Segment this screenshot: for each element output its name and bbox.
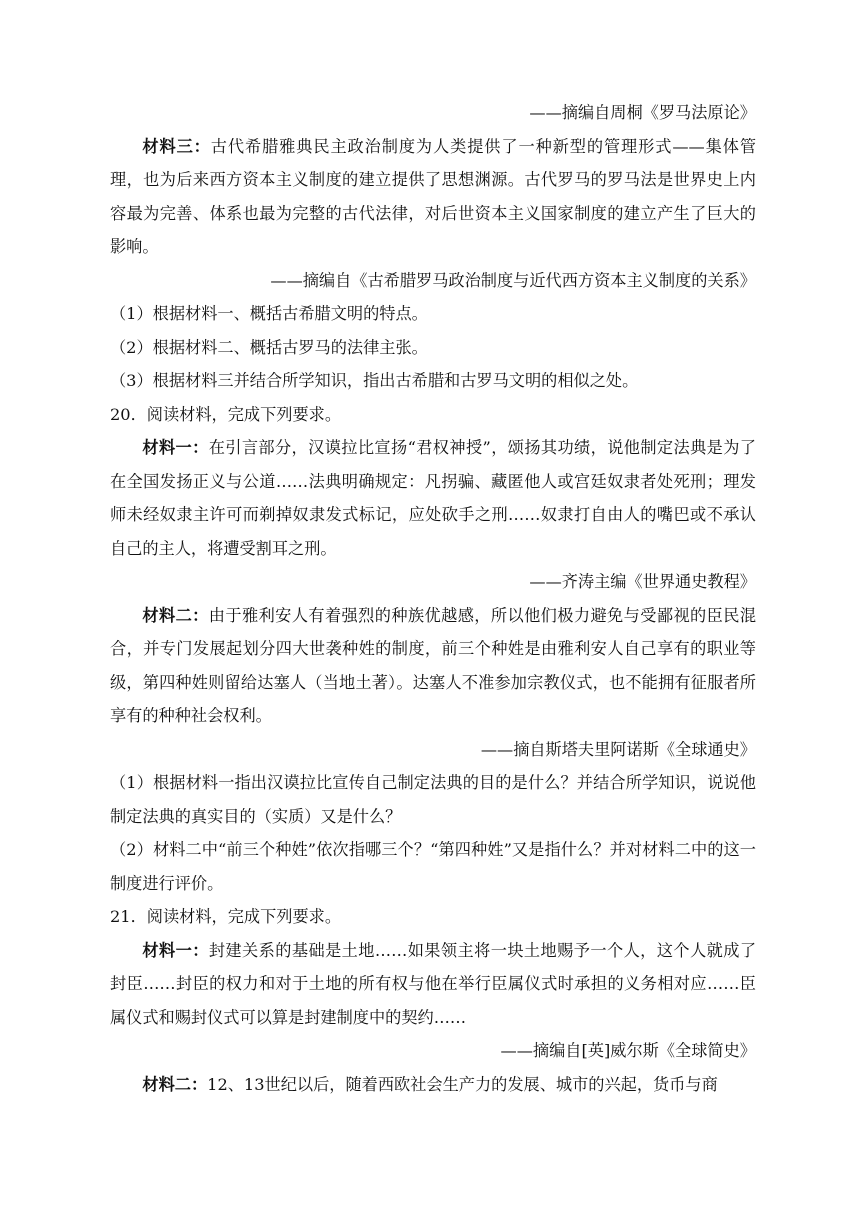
question-item: （2）材料二中“前三个种姓”依次指哪三个？“第四种姓”又是指什么？并对材料二中的这一制度进行评价。 bbox=[110, 840, 756, 893]
source-citation: ——摘编自《古希腊罗马政治制度与近代西方资本主义制度的关系》 bbox=[270, 270, 756, 290]
material-text: 在引言部分，汉谟拉比宣扬“君权神授”，颂扬其功绩，说他制定法典是为了在全国发扬正义与公道……法典明确规定：凡拐骗、藏匿他人或宫廷奴隶者处死刑；理发师未经奴隶主许可而剃掉奴隶发式标记，应处砍手之刑……奴隶打自由人的嘴巴或不承认自己的主人，将遭受割耳之刑。 bbox=[110, 438, 756, 558]
material-text: 12、13世纪以后，随着西欧社会生产力的发展、城市的兴起，货币与商 bbox=[207, 1074, 718, 1094]
question-item: （1）根据材料一、概括古希腊文明的特点。 bbox=[110, 304, 428, 323]
material-label: 材料一： bbox=[142, 940, 209, 960]
material-paragraph bbox=[110, 599, 756, 733]
material-paragraph bbox=[110, 431, 756, 565]
source-citation: ——摘编自周桐《罗马法原论》 bbox=[529, 103, 756, 122]
source-citation: ——摘自斯塔夫里阿诺斯《全球通史》 bbox=[480, 739, 756, 759]
question-number: 21．阅读材料，完成下列要求。 bbox=[110, 907, 342, 926]
question-number: 20．阅读材料，完成下列要求。 bbox=[110, 404, 342, 424]
material-label: 材料一： bbox=[142, 438, 209, 457]
material-paragraph bbox=[110, 934, 756, 1035]
question-item: （2）根据材料二、概括古罗马的法律主张。 bbox=[110, 337, 428, 357]
material-text: 封建关系的基础是土地……如果领主将一块土地赐予一个人，这个人就成了封臣……封臣的权力和对于土地的所有权与他在举行臣属仪式时承担的义务相对应……臣属仪式和赐封仪式可以算是封建制度中的契约…… bbox=[110, 940, 757, 1027]
question-item: （1）根据材料一指出汉谟拉比宣传自己制定法典的目的是什么？并结合所学知识，说说他制定法典的真实目的（实质）又是什么？ bbox=[110, 773, 756, 826]
material-label: 材料三： bbox=[142, 136, 211, 156]
material-paragraph bbox=[110, 1068, 756, 1102]
material-text: 由于雅利安人有着强烈的种族优越感，所以他们极力避免与受鄙视的臣民混合，并专门发展起划分四大世袭种姓的制度，前三个种姓是由雅利安人自己享有的职业等级，第四种姓则留给达塞人（当地土著）。达塞人不准参加宗教仪式，也不能拥有征服者所享有的种种社会权利。 bbox=[110, 605, 757, 725]
document-page bbox=[110, 96, 756, 1101]
question-item: （3）根据材料三并结合所学知识，指出古希腊和古罗马文明的相似之处。 bbox=[110, 371, 639, 390]
material-label: 材料二： bbox=[142, 605, 209, 625]
material-text: 古代希腊雅典民主政治制度为人类提供了一种新型的管理形式——集体管理，也为后来西方资本主义制度的建立提供了思想渊源。古代罗马的罗马法是世界史上内容最为完善、体系也最为完整的古代法律，对后世资本主义国家制度的建立产生了巨大的影响。 bbox=[110, 136, 757, 256]
material-paragraph bbox=[110, 130, 756, 264]
source-citation: ——摘编自[英]威尔斯《全球简史》 bbox=[500, 1041, 756, 1060]
material-label: 材料二： bbox=[142, 1074, 208, 1094]
source-citation: ——齐涛主编《世界通史教程》 bbox=[529, 572, 756, 591]
